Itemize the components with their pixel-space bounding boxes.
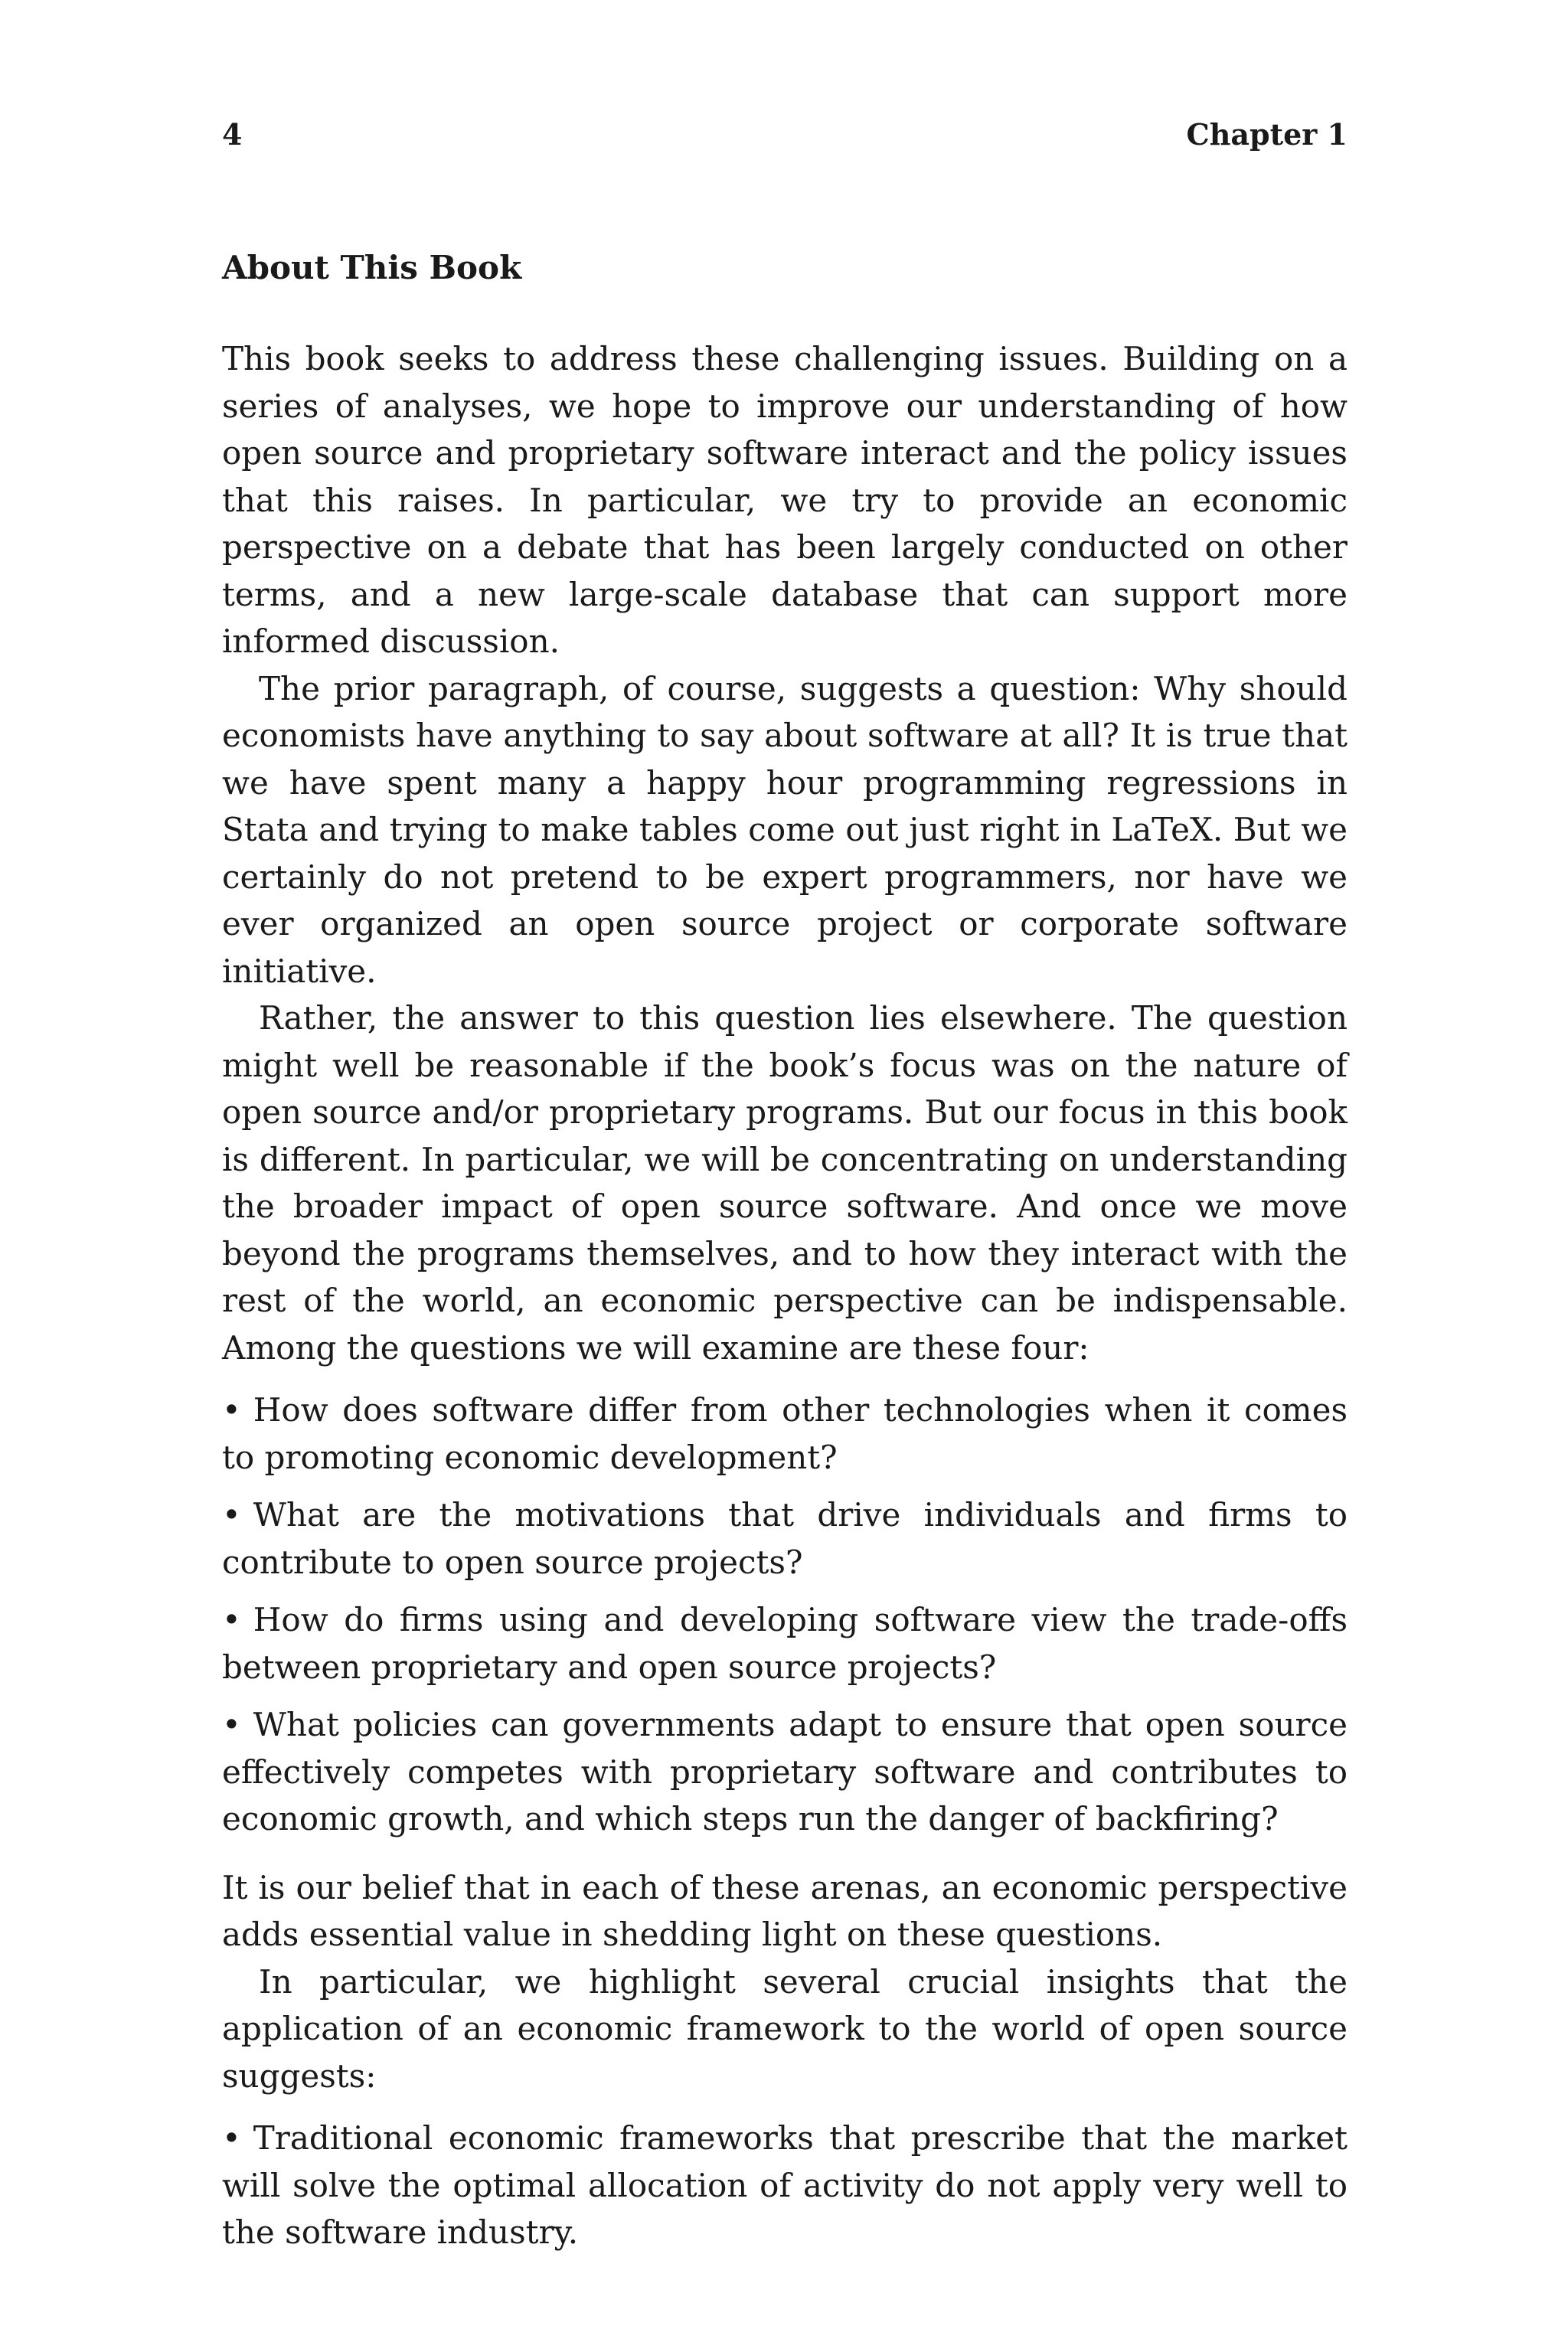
list-item xyxy=(222,1491,1348,1586)
list-item xyxy=(222,2115,1348,2256)
list-item-text: How does software differ from other technologies when it comes to promoting economic development? xyxy=(222,1391,1348,1476)
insights-list xyxy=(222,2115,1348,2256)
chapter-label: Chapter 1 xyxy=(1186,117,1348,152)
paragraph-belief: It is our belief that in each of these arenas, an economic perspective adds essential value in shedding light on these questions. xyxy=(222,1868,1348,1953)
bullet-icon: • xyxy=(222,2119,241,2157)
page-number: 4 xyxy=(222,117,243,152)
paragraph-insights-intro: In particular, we highlight several crucial insights that the application of an economic framework to the world of open source suggests: xyxy=(222,1962,1348,2095)
questions-list xyxy=(222,1387,1348,1843)
bullet-icon: • xyxy=(222,1706,241,1743)
list-item-text: What are the motivations that drive individuals and firms to contribute to open source projects? xyxy=(222,1496,1348,1581)
list-item xyxy=(222,1596,1348,1690)
bullet-icon: • xyxy=(222,1391,241,1429)
paragraph-economists-question: The prior paragraph, of course, suggests a question: Why should economists have anything to say about software at all? It is true that we have spent many a happy hour programming regressions in Stata and trying to make tables come out just right in LaTeX. But we certainly do not pretend to be expert programmers, nor have we ever organized an open source project or corporate software initiative. xyxy=(222,669,1348,990)
book-page xyxy=(222,115,1348,2272)
bullet-icon: • xyxy=(222,1496,241,1534)
section-title: About This Book xyxy=(222,249,522,286)
bullet-icon: • xyxy=(222,1601,241,1638)
list-item-text: What policies can governments adapt to ensure that open source effectively competes with proprietary software and contributes to economic growth, and which steps run the danger of backfiring? xyxy=(222,1706,1348,1838)
running-head xyxy=(222,115,1348,155)
list-item xyxy=(222,1701,1348,1843)
list-item xyxy=(222,1387,1348,1481)
list-item-text: How do firms using and developing software view the trade-offs between proprietary and open source projects? xyxy=(222,1601,1348,1686)
paragraph-intro: This book seeks to address these challenging issues. Building on a series of analyses, we hope to improve our understanding of how open source and proprietary software interact and the policy issues that this raises. In particular, we try to provide an economic perspective on a debate that has been largely conducted on other terms, and a new large-scale database that can support more informed discussion. xyxy=(222,340,1348,660)
paragraph-answer: Rather, the answer to this question lies elsewhere. The question might well be reasonable if the book’s focus was on the nature of open source and/or proprietary programs. But our focus in this book is different. In particular, we will be concentrating on understanding the broader impact of open source software. And once we move beyond the programs themselves, and to how they interact with the rest of the world, an economic perspective can be indispensable. Among the questions we will examine are these four: xyxy=(222,999,1348,1367)
list-item-text: Traditional economic frameworks that prescribe that the market will solve the optimal allocation of activity do not apply very well to the software industry. xyxy=(222,2119,1348,2251)
